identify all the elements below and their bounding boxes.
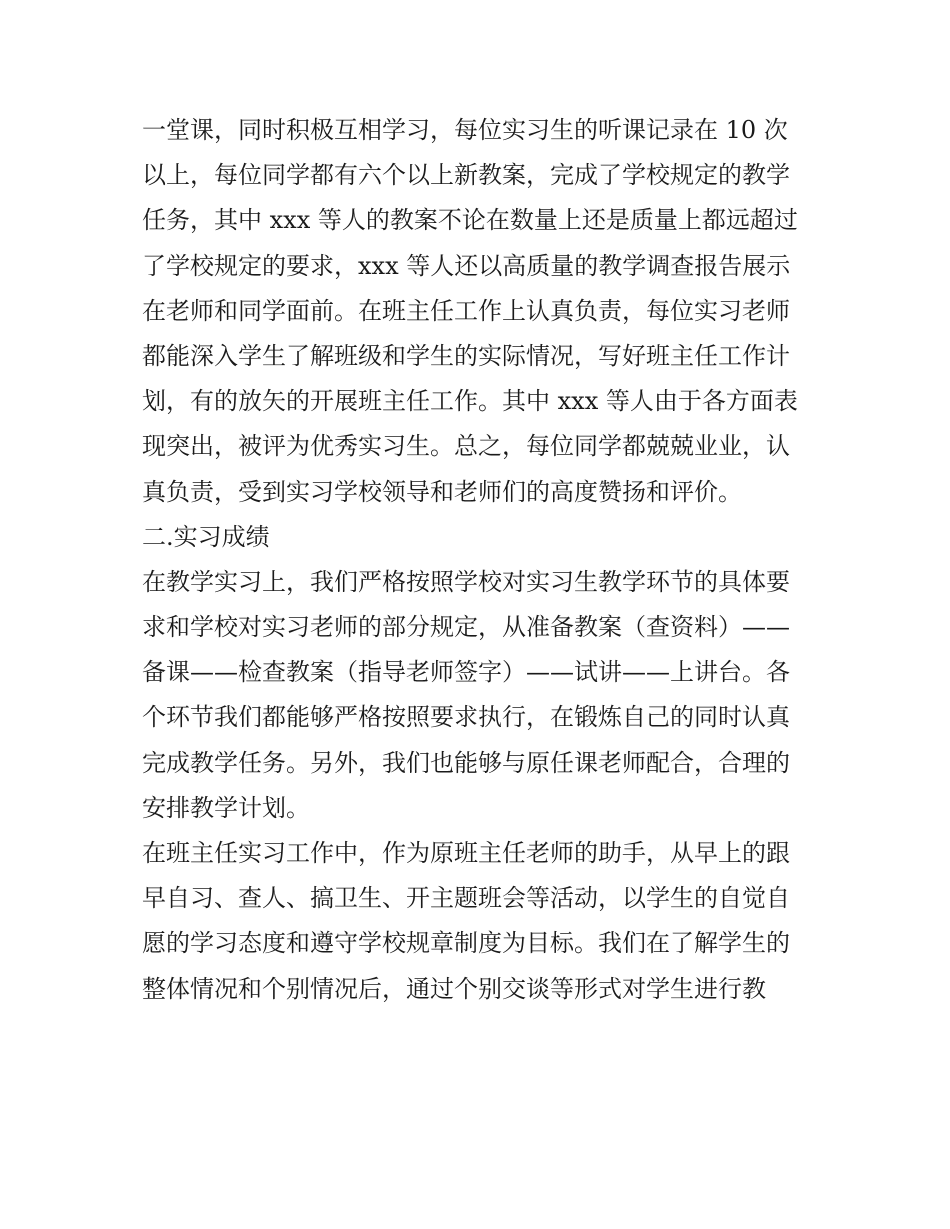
text-line: 真负责，受到实习学校领导和老师们的高度赞扬和评价。 — [142, 477, 742, 506]
section-heading: 二.实习成绩 — [142, 522, 270, 551]
body-text — [142, 108, 822, 1012]
text-line: 早自习、查人、搞卫生、开主题班会等活动，以学生的自觉自 — [142, 884, 790, 913]
text-line: 划，有的放矢的开展班主任工作。其中 xxx 等人由于各方面表 — [142, 387, 798, 416]
text-line: 完成教学任务。另外，我们也能够与原任课老师配合，合理的 — [142, 748, 790, 777]
text-line: 以上，每位同学都有六个以上新教案，完成了学校规定的教学 — [142, 161, 790, 190]
text-line: 愿的学习态度和遵守学校规章制度为目标。我们在了解学生的 — [142, 929, 790, 958]
text-line: 在老师和同学面前。在班主任工作上认真负责，每位实习老师 — [142, 296, 790, 325]
text-line: 求和学校对实习老师的部分规定，从准备教案（查资料）—— — [142, 613, 790, 642]
text-line: 整体情况和个别情况后，通过个别交谈等形式对学生进行教 — [142, 974, 766, 1003]
text-line: 都能深入学生了解班级和学生的实际情况，写好班主任工作计 — [142, 341, 790, 370]
text-line: 安排教学计划。 — [142, 793, 310, 822]
text-line: 了学校规定的要求，xxx 等人还以高质量的教学调查报告展示 — [142, 251, 791, 280]
text-line: 一堂课，同时积极互相学习，每位实习生的听课记录在 10 次 — [142, 116, 788, 144]
text-line: 个环节我们都能够严格按照要求执行，在锻炼自己的同时认真 — [142, 703, 790, 732]
text-line: 任务，其中 xxx 等人的教案不论在数量上还是质量上都远超过 — [142, 206, 798, 235]
text-line: 在班主任实习工作中，作为原班主任老师的助手，从早上的跟 — [142, 839, 790, 867]
text-line: 在教学实习上，我们严格按照学校对实习生教学环节的具体要 — [142, 567, 790, 596]
text-line: 现突出，被评为优秀实习生。总之，每位同学都兢兢业业，认 — [142, 432, 790, 461]
text-line: 备课——检查教案（指导老师签字）——试讲——上讲台。各 — [142, 658, 790, 687]
